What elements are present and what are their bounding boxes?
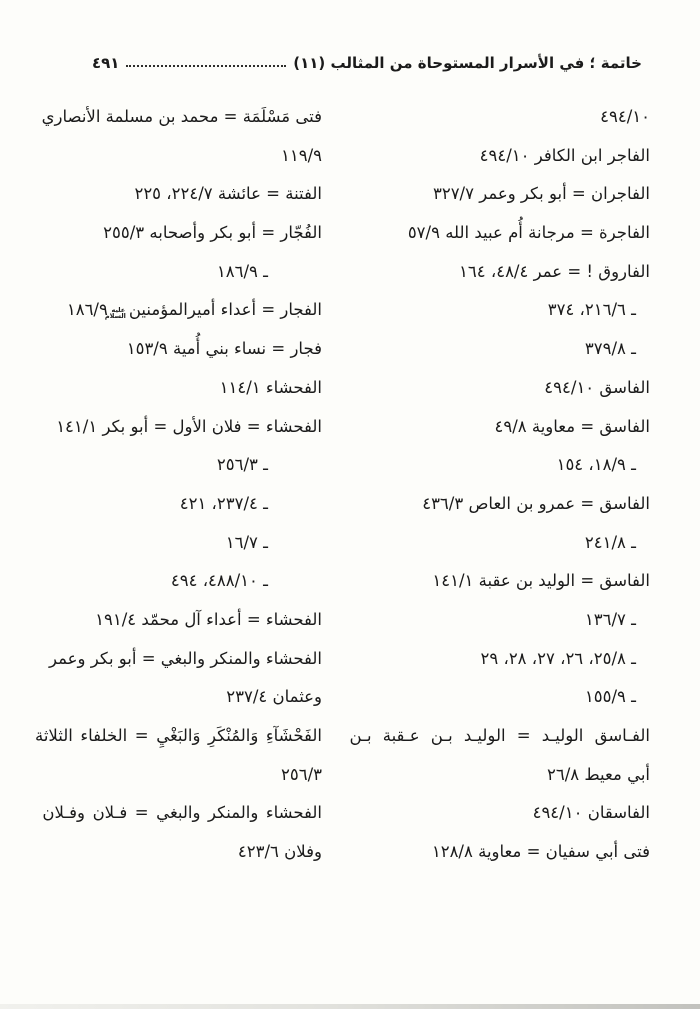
index-entry xyxy=(418,485,650,524)
scan-edge-shadow xyxy=(0,1004,700,1009)
index-entry-text: الفجار = أعداء أميرالمؤمنين xyxy=(128,300,322,320)
index-entry-text: ـ ٣٧٩/٨ xyxy=(584,339,636,359)
index-entry xyxy=(418,369,650,408)
index-entry xyxy=(418,175,650,214)
index-entry-text: ـ ١٨/٩، ١٥٤ xyxy=(556,455,636,475)
page-number: ٤٩١ xyxy=(92,54,120,72)
index-entry xyxy=(418,98,650,137)
index-entry xyxy=(35,175,322,214)
index-entry-text: ـ ١٥٥/٩ xyxy=(584,687,636,707)
index-entry xyxy=(407,214,650,253)
index-entry-text: الفاسق = معاوية ٤٩/٨ xyxy=(494,416,650,436)
index-entry-text: ١١٩/٩ xyxy=(280,145,322,165)
index-entry xyxy=(418,330,650,369)
chapter-title: خاتمة ؛ في الأسرار المستوحاة من المثالب (١١) xyxy=(293,54,642,72)
index-entry xyxy=(35,640,322,679)
index-entry-text: ـ ٢٤١/٨ xyxy=(584,532,636,552)
index-entry xyxy=(35,678,322,717)
index-entry-text: الفتنة = عائشة ٢٢٤/٧، ٢٢٥ xyxy=(134,184,322,204)
index-entry xyxy=(418,756,650,795)
index-entry xyxy=(35,408,322,447)
index-entry-text: الفاسقان ٤٩٤/١٠ xyxy=(532,803,650,823)
index-entry xyxy=(35,98,322,137)
index-entry xyxy=(418,137,650,176)
index-entry xyxy=(35,794,322,833)
index-entry xyxy=(418,562,650,601)
index-entry xyxy=(349,717,650,756)
index-entry-text: ـ ١٦/٧ xyxy=(225,532,268,552)
index-entry xyxy=(418,794,650,833)
index-entry xyxy=(35,369,322,408)
index-entry-text: ـ ٢٥٦/٣ xyxy=(216,455,268,475)
index-entry xyxy=(35,291,322,330)
index-entry xyxy=(35,601,322,640)
index-entry-text: الفحشاء والمنكر والبغي = أبو بكر وعمر xyxy=(49,648,322,668)
index-entry-text: وفلان ٤٢٣/٦ xyxy=(237,842,322,862)
index-entry xyxy=(35,485,322,524)
index-entry xyxy=(35,330,322,369)
index-entry-text: ٢٥٦/٣ xyxy=(280,764,322,784)
index-entry xyxy=(418,524,650,563)
index-entry xyxy=(418,408,650,447)
index-entry-text: الفاجرة = مرجانة أُم عبيد الله ٥٧/٩ xyxy=(407,223,650,243)
index-entry xyxy=(418,253,650,292)
index-entry-text: ـ ١٨٦/٩ xyxy=(216,261,268,281)
index-entry xyxy=(35,717,322,756)
index-entry-text: الفحشاء والمنكر والبغي = فـلان وفـلان xyxy=(42,803,322,823)
alayhi-assalam-icon: عليه السلام xyxy=(104,305,126,321)
index-entry xyxy=(418,601,650,640)
index-entry-text: الفحشاء ١١٤/١ xyxy=(219,377,322,397)
page-header xyxy=(0,0,700,72)
index-entry xyxy=(418,640,650,679)
index-entry xyxy=(35,253,322,292)
index-columns xyxy=(0,72,700,872)
index-entry xyxy=(418,678,650,717)
index-entry xyxy=(35,562,322,601)
index-entry xyxy=(418,291,650,330)
index-entry-text: فتى أبي سفيان = معاوية ١٢٨/٨ xyxy=(431,842,650,862)
index-entry xyxy=(35,446,322,485)
index-entry-text: ـ ٢٥/٨، ٢٦، ٢٧، ٢٨، ٢٩ xyxy=(480,648,636,668)
index-entry-text: فتى مَسْلَمَة = محمد بن مسلمة الأنصاري xyxy=(41,107,322,126)
index-entry-text: ـ ٢١٦/٦، ٣٧٤ xyxy=(547,300,636,320)
index-entry xyxy=(35,833,322,872)
index-entry-text: الفحشاء = فلان الأول = أبو بكر ١٤١/١ xyxy=(56,416,322,436)
index-entry-reference: ١٨٦/٩ xyxy=(66,300,108,320)
index-entry-text: أبي معيط ٢٦/٨ xyxy=(546,764,650,784)
index-entry xyxy=(35,137,322,176)
index-entry-text: الفاسق ٤٩٤/١٠ xyxy=(544,377,650,397)
index-entry-text: ـ ٢٣٧/٤، ٤٢١ xyxy=(179,493,268,513)
index-entry-text: ٤٩٤/١٠ xyxy=(600,107,650,126)
index-entry-text: الفاسق = عمرو بن العاص ٤٣٦/٣ xyxy=(422,493,650,513)
index-entry xyxy=(35,214,322,253)
index-entry xyxy=(35,524,322,563)
index-entry xyxy=(418,446,650,485)
index-entry-text: فجار = نساء بني أُمية ١٥٣/٩ xyxy=(126,339,322,359)
index-entry-text: الفُجّار = أبو بكر وأصحابه ٢٥٥/٣ xyxy=(103,223,322,243)
index-entry-text: الفـاسق الوليـد = الوليـد بـن عـقبة بـن xyxy=(349,726,650,745)
index-entry xyxy=(418,833,650,872)
index-entry-text: وعثمان ٢٣٧/٤ xyxy=(226,687,322,707)
index-entry-text: الفاسق = الوليد بن عقبة ١٤١/١ xyxy=(432,571,650,591)
index-entry xyxy=(35,756,322,795)
index-entry-text: الفاجران = أبو بكر وعمر ٣٢٧/٧ xyxy=(432,184,650,204)
dot-leader xyxy=(126,65,286,67)
index-column-left xyxy=(35,98,322,872)
index-entry-text: الفاروق ! = عمر ٤٨/٤، ١٦٤ xyxy=(459,261,650,281)
index-entry-text: الفَحْشَآءِ وَالمُنْكَرِ وَالبَغْيِ = الخلفاء الثلاثة xyxy=(34,726,322,745)
index-column-right xyxy=(349,98,650,872)
index-entry-text: الفحشاء = أعداء آل محمّد ١٩١/٤ xyxy=(95,609,322,629)
index-entry-text: الفاجر ابن الكافر ٤٩٤/١٠ xyxy=(479,145,650,165)
index-entry-text: ـ ١٣٦/٧ xyxy=(584,609,636,629)
index-entry-text: ـ ٤٨٨/١٠، ٤٩٤ xyxy=(170,571,268,591)
